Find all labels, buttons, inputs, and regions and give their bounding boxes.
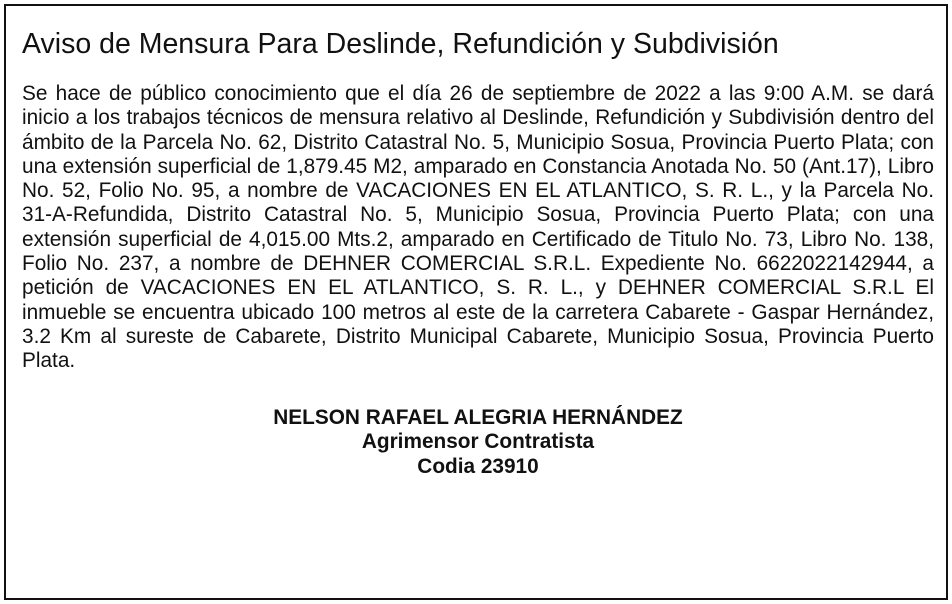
- signature-block: [22, 406, 934, 480]
- signature-name: NELSON RAFAEL ALEGRIA HERNÁNDEZ: [273, 405, 683, 429]
- notice-title: Aviso de Mensura Para Deslinde, Refundición y Subdivisión: [22, 28, 779, 60]
- notice-body: Se hace de público conocimiento que el día 26 de septiembre de 2022 a las 9:00 A.M. se dará inicio a los trabajos técnicos de mensura relativo al Deslinde, Refundición y Subdivisión dentro del ámbito de la Parcela No. 62, Distrito Catastral No. 5, Municipio Sosua, Provincia Puerto Plata; con una extensión superficial de 1,879.45 M2, amparado en Constancia Anotada No. 50 (Ant.17), Libro No. 52, Folio No. 95, a nombre de VACACIONES EN EL ATLANTICO, S. R. L., y la Parcela No. 31-A-Refundida, Distrito Catastral No. 5, Municipio Sosua, Provincia Puerto Plata; con una extensión superficial de 4,015.00 Mts.2, amparado en Certificado de Titulo No. 73, Libro No. 138, Folio No. 237, a nombre de DEHNER COMERCIAL S.R.L. Expediente No. 6622022142944, a petición de VACACIONES EN EL ATLANTICO, S. R. L., y DEHNER COMERCIAL S.R.L El inmueble se encuentra ubicado 100 metros al este de la carretera Cabarete - Gaspar Hernández, 3.2 Km al sureste de Cabarete, Distrito Municipal Cabarete, Municipio Sosua, Provincia Puerto Plata.: [22, 82, 934, 373]
- notice-box: [4, 4, 948, 600]
- signature-role: Agrimensor Contratista: [361, 430, 595, 454]
- signature-codia: Codia 23910: [417, 454, 539, 478]
